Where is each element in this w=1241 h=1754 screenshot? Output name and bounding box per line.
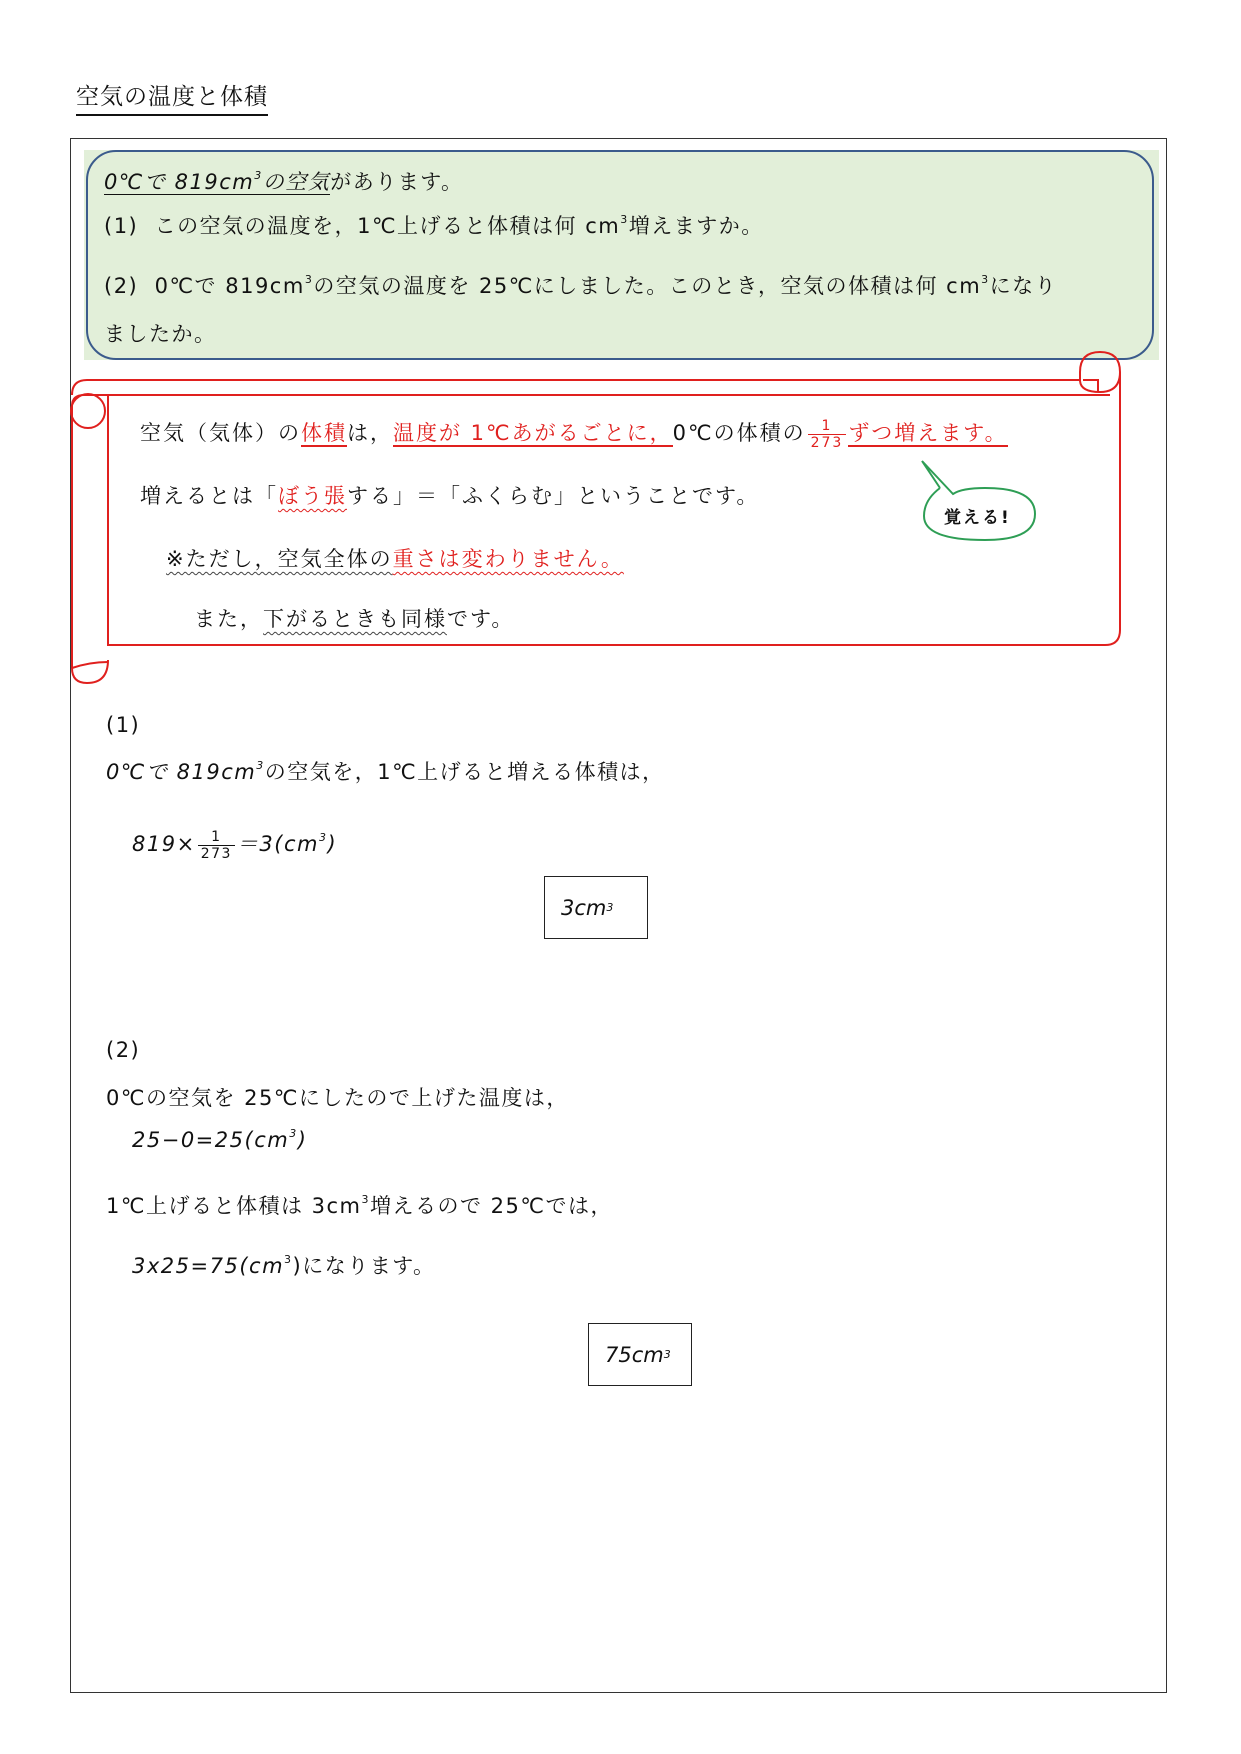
answer-1-box: 3cm 3 <box>544 876 648 939</box>
answer-2-line-1: 0℃の空気を 25℃にしたので上げた温度は， <box>106 1086 569 1110</box>
rule-line-1: 空気（気体）の体積は，温度が 1℃あがるごとに，0℃の体積の $\frac{1}{273}$ ずつ増えます。 <box>140 417 1008 451</box>
answer-2-box: 75cm 3 <box>588 1323 692 1386</box>
answer-1-line-1: 0℃で $819cm^3$の空気を，1℃上げると増える体積は， <box>106 759 665 784</box>
answer-1-label: (1) <box>106 713 141 737</box>
rule-line-4: また，下がるときも同様です。 <box>194 607 515 631</box>
answer-2-line-3: 1℃上げると体積は $3cm^3$増えるので 25℃では， <box>106 1193 613 1218</box>
question-intro: 0℃で $819cm^3$の空気があります。 <box>104 169 464 194</box>
answer-2-line-4: $3x25=75(cm^3)$になります。 <box>132 1253 436 1278</box>
question-2: (2) 0℃で $819cm^3$の空気の温度を 25℃にしました。このとき，空気の体積は何 $cm^3$になり <box>104 273 1058 298</box>
rule-line-3: ※ただし，空気全体の重さは変わりません。 <box>166 547 624 571</box>
memorize-bubble-text: 覚える! <box>944 508 1011 528</box>
scroll-frame <box>0 0 1241 700</box>
question-2-continued: ましたか。 <box>104 322 217 346</box>
page-title: 空気の温度と体積 <box>76 82 268 116</box>
fraction-1-273: $\frac{1}{273}$ <box>808 418 847 451</box>
answer-1-calculation: 819× $\frac{1}{273}$ $=3(cm^3)$ <box>132 828 338 862</box>
rule-line-2: 増えるとは「ぼう張する」＝「ふくらむ」ということです。 <box>140 484 760 508</box>
question-1: (1) この空気の温度を，1℃上げると体積は何 $cm^3$増えますか。 <box>104 213 764 238</box>
answer-2-line-2: $25-0=25(cm^3)$ <box>132 1127 308 1152</box>
answer-2-label: (2) <box>106 1038 141 1062</box>
bubble-outline <box>922 461 1035 540</box>
fraction-1-273-calc: $\frac{1}{273}$ <box>198 829 235 862</box>
